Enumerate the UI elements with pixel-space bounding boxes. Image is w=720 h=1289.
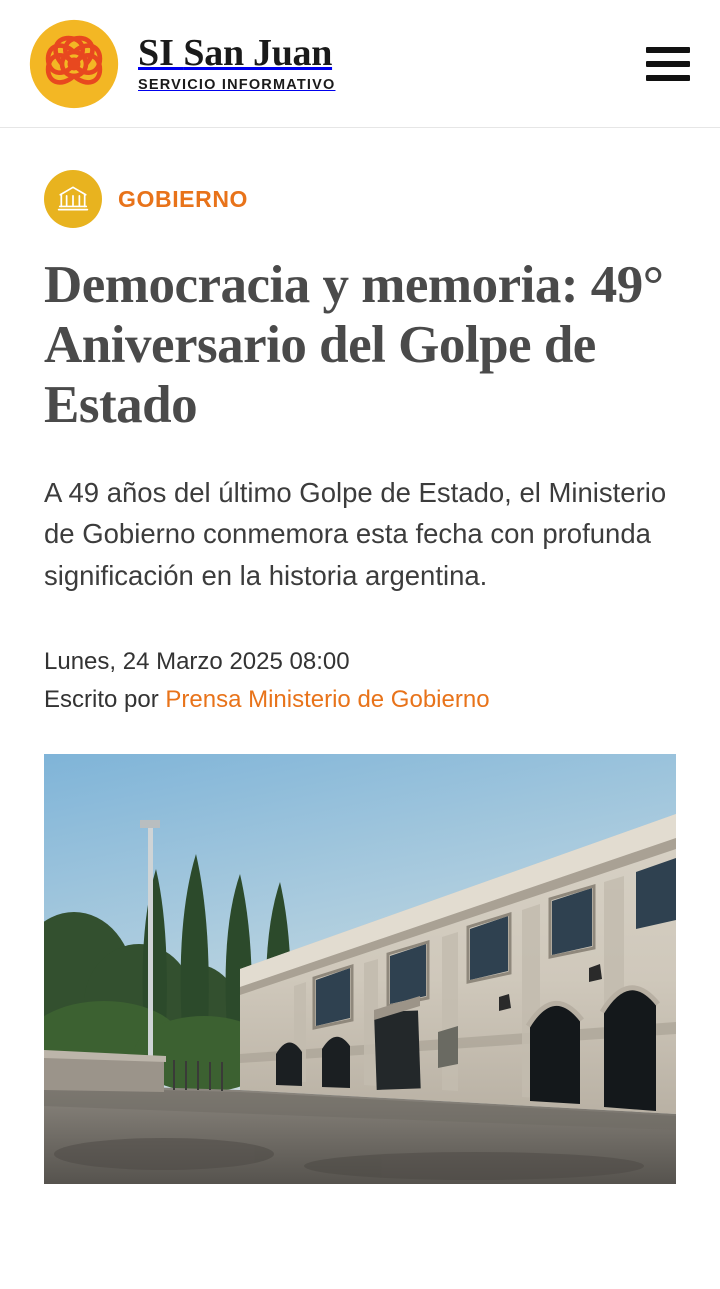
article-photo: [44, 754, 676, 1184]
brand-title: [138, 31, 335, 74]
brand-title-rest: San Juan: [183, 31, 333, 74]
article: [0, 170, 720, 1184]
hamburger-menu-icon[interactable]: [646, 47, 690, 81]
article-meta: [44, 643, 676, 720]
site-logo-link[interactable]: [28, 18, 335, 110]
article-lede: A 49 años del último Golpe de Estado, el Ministerio de Gobierno conmemora esta fecha con profunda significación en la historia argentina.: [44, 476, 667, 592]
sisanjuan-flower-logo-icon: [28, 18, 120, 110]
site-header: [0, 0, 720, 128]
category-row[interactable]: [44, 170, 676, 228]
byline-author-link[interactable]: Prensa Ministerio de Gobierno: [165, 686, 490, 714]
menu-bar-3: [646, 75, 690, 81]
government-building-icon: [44, 170, 102, 228]
byline: [44, 681, 676, 719]
menu-bar-2: [646, 61, 690, 67]
brand-text: [138, 31, 336, 94]
byline-prefix: Escrito por: [44, 686, 166, 714]
page-title: Democracia y memoria: 49° Aniversario del Golpe de Estado: [44, 256, 664, 434]
brand-subtitle: SERVICIO INFORMATIVO: [138, 77, 336, 94]
category-label[interactable]: GOBIERNO: [118, 185, 249, 212]
publish-date: Lunes, 24 Marzo 2025 08:00: [44, 648, 350, 676]
brand-title-si: SI: [138, 31, 184, 74]
menu-bar-1: [646, 47, 690, 53]
